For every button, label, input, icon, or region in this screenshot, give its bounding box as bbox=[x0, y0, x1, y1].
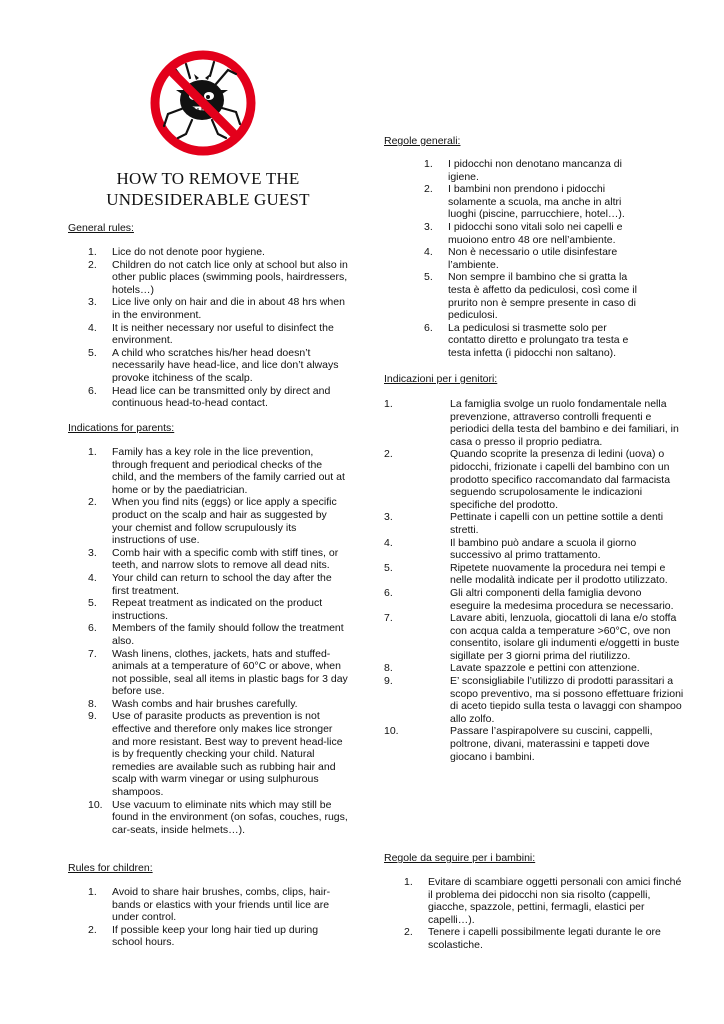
list-item bbox=[68, 296, 348, 321]
list-item bbox=[384, 398, 684, 448]
list-item bbox=[68, 710, 348, 798]
list-item-text: Evitare di scambiare oggetti personali con amici finché il problema dei pidocchi non sia risolto (cappelli, giacche, spazzole, pettini, fermagli, elastici per capelli…). bbox=[428, 876, 682, 926]
list-number: 1. bbox=[404, 876, 413, 888]
list-item-text: Children do not catch lice only at school but also in other public places (swimming pools, hairdressers, hotels…) bbox=[112, 258, 348, 296]
list-number: 2. bbox=[88, 258, 97, 271]
children-list bbox=[68, 886, 348, 949]
parents-list bbox=[68, 446, 348, 836]
list-item bbox=[68, 446, 348, 496]
list-item-text: Avoid to share hair brushes, combs, clips, hair-bands or elastics with your friends until lice are under control. bbox=[112, 886, 331, 924]
list-item-text: Use vacuum to eliminate nits which may still be found in the environment (on sofas, couches, rugs, car-seats, inside helmets…). bbox=[112, 798, 348, 836]
list-item-text: Non è necessario o utile disinfestare l’ambiente. bbox=[448, 246, 618, 271]
list-item-text: Lice do not denote poor hygiene. bbox=[112, 246, 265, 258]
list-item-text: Head lice can be transmitted only by direct and continuous head-to-head contact. bbox=[112, 384, 331, 410]
list-item bbox=[384, 562, 684, 587]
list-item-text: Lice live only on hair and die in about 48 hrs when in the environment. bbox=[112, 296, 345, 321]
list-item bbox=[68, 246, 348, 259]
title-line-2: UNDESIDERABLE GUEST bbox=[106, 190, 310, 209]
list-item-text: I bambini non prendono i pidocchi solamente a scuola, ma anche in altri luoghi (piscine, parrucchiere, hotel…). bbox=[448, 183, 625, 221]
list-item-text: Il bambino può andare a scuola il giorno successivo al primo trattamento. bbox=[450, 536, 637, 562]
list-item bbox=[68, 799, 348, 837]
list-number: 4. bbox=[88, 571, 97, 584]
list-item-text: La pediculosi si trasmette solo per contatto diretto e prolungato tra testa e testa infetta (i pidocchi non saltano). bbox=[448, 321, 629, 359]
page-title bbox=[78, 168, 338, 210]
list-item bbox=[68, 385, 348, 410]
list-item bbox=[384, 448, 684, 511]
list-number: 1. bbox=[88, 446, 97, 458]
list-item-text: Use of parasite products as prevention is not effective and therefore only makes lice stronger and more resistant. Best way to prevent head-lice is by frequently checking your child. Natural remedies are available such as rubbing hair and scalp with warm vinegar or using sulphurous shampoos. bbox=[112, 710, 343, 799]
list-item bbox=[384, 537, 684, 562]
list-item-text: Lavate spazzole e pettini con attenzione. bbox=[450, 662, 640, 675]
list-item-text: Repeat treatment as indicated on the product instructions. bbox=[112, 597, 323, 622]
list-item bbox=[384, 675, 684, 725]
list-item bbox=[384, 246, 644, 271]
list-number: 1. bbox=[424, 158, 433, 170]
list-item-text: Wash linens, clothes, jackets, hats and stuffed-animals at a temperature of 60°C or above, when not possible, seal all items in plastic bags for 3 day before use. bbox=[112, 647, 348, 698]
genitori-list bbox=[384, 398, 684, 763]
list-number: 2. bbox=[384, 448, 393, 461]
list-number: 6. bbox=[88, 622, 97, 635]
list-number: 8. bbox=[88, 697, 97, 710]
list-item bbox=[68, 924, 348, 949]
list-number: 7. bbox=[384, 612, 393, 625]
list-item bbox=[384, 322, 644, 360]
list-number: 2. bbox=[404, 926, 413, 939]
regole-generali-list bbox=[384, 158, 644, 360]
children-heading: Rules for children: bbox=[68, 862, 153, 874]
list-item bbox=[384, 725, 684, 763]
list-item bbox=[68, 347, 348, 385]
list-item-text: I pidocchi non denotano mancanza di igiene. bbox=[448, 158, 622, 183]
list-number: 3. bbox=[88, 546, 97, 559]
bambini-list bbox=[384, 876, 684, 952]
list-number: 5. bbox=[88, 346, 97, 359]
list-item bbox=[68, 547, 348, 572]
list-item bbox=[384, 158, 644, 183]
list-number: 6. bbox=[384, 586, 393, 599]
list-item bbox=[68, 572, 348, 597]
list-item-text: I pidocchi sono vitali solo nei capelli e muoiono entro 48 ore nell’ambiente. bbox=[448, 220, 623, 246]
list-item-text: Pettinate i capelli con un pettine sottile a denti stretti. bbox=[450, 511, 664, 536]
list-item bbox=[384, 662, 684, 675]
list-item bbox=[384, 271, 644, 321]
list-item-text: It is neither necessary nor useful to disinfect the environment. bbox=[112, 321, 334, 347]
list-item-text: Comb hair with a specific comb with stiff tines, or teeth, and narrow slots to remove all dead nits. bbox=[112, 546, 339, 572]
list-number: 1. bbox=[88, 886, 97, 898]
list-number: 3. bbox=[424, 220, 433, 233]
list-item bbox=[384, 511, 684, 536]
list-number: 6. bbox=[424, 321, 433, 334]
list-item-text: Wash combs and hair brushes carefully. bbox=[112, 697, 298, 710]
parents-heading: Indications for parents: bbox=[68, 422, 175, 434]
list-number: 5. bbox=[424, 271, 433, 284]
list-number: 7. bbox=[88, 647, 97, 660]
list-item-text: Family has a key role in the lice prevention, through frequent and periodical checks of the child, and the members of the family carried out at home or by the paediatrician. bbox=[112, 446, 345, 496]
list-number: 4. bbox=[424, 246, 433, 259]
list-number: 10. bbox=[384, 725, 399, 738]
list-item-text: Non sempre il bambino che si gratta la testa è affetto da pediculosi, così come il prurito non è sempre presente in caso di pediculosi. bbox=[448, 271, 637, 322]
list-item bbox=[68, 322, 348, 347]
list-number: 9. bbox=[88, 710, 97, 723]
list-item-text: When you find nits (eggs) or lice apply a specific product on the scalp and hair as suggested by your chemist and follow scrupulously its instructions of use. bbox=[112, 496, 337, 547]
list-item-text: La famiglia svolge un ruolo fondamentale nella prevenzione, attraverso controlli frequenti e periodici della testa del bambino e dei familiari, in casa o presso il proprio pediatra. bbox=[450, 398, 679, 448]
list-item-text: Ripetete nuovamente la procedura nei tempi e nelle modalità indicate per il prodotto utilizzato. bbox=[450, 561, 668, 587]
list-number: 6. bbox=[88, 384, 97, 397]
list-item bbox=[68, 622, 348, 647]
list-number: 1. bbox=[88, 246, 97, 258]
list-number: 3. bbox=[88, 296, 97, 309]
title-line-1: HOW TO REMOVE THE bbox=[116, 169, 300, 188]
list-item-text: Passare l’aspirapolvere su cuscini, cappelli, poltrone, divani, materassini e tappeti dove giocano i bambini. bbox=[450, 725, 653, 763]
list-item-text: Lavare abiti, lenzuola, giocattoli di lana e/o stoffa con acqua calda a temperature >60°C, ove non consentito, isolare gli indumenti e/oggetti in buste sigillate per 3 giorni prima del riutilizzo. bbox=[450, 612, 680, 662]
list-item bbox=[68, 597, 348, 622]
list-item-text: A child who scratches his/her head doesn’t necessarily have head-lice, and lice don’t always provoke itchiness of the scalp. bbox=[112, 346, 339, 384]
list-item bbox=[68, 886, 348, 924]
list-number: 3. bbox=[384, 511, 393, 524]
list-item-text: Tenere i capelli possibilmente legati durante le ore scolastiche. bbox=[428, 926, 661, 951]
list-number: 5. bbox=[384, 561, 393, 574]
genitori-heading: Indicazioni per i genitori: bbox=[384, 373, 498, 385]
list-number: 8. bbox=[384, 662, 393, 675]
list-item bbox=[68, 698, 348, 711]
regole-generali-heading: Regole generali: bbox=[384, 135, 461, 147]
list-number: 2. bbox=[424, 183, 433, 196]
list-number: 4. bbox=[88, 321, 97, 334]
list-number: 5. bbox=[88, 597, 97, 610]
list-number: 9. bbox=[384, 675, 393, 688]
list-number: 10. bbox=[88, 798, 103, 811]
no-lice-icon bbox=[148, 48, 258, 158]
list-item-text: If possible keep your long hair tied up during school hours. bbox=[112, 923, 319, 949]
list-number: 4. bbox=[384, 536, 393, 549]
list-item-text: Quando scoprite la presenza di ledini (uova) o pidocchi, frizionate i capelli del bambino con un prodotto specifico raccomandato dal farmacista seguendo scrupolosamente le indicazioni specifiche del prodotto. bbox=[450, 448, 671, 511]
list-item-text: Your child can return to school the day after the first treatment. bbox=[112, 571, 332, 597]
list-item-text: Gli altri componenti della famiglia devono eseguire la medesima procedura se necessario. bbox=[450, 586, 674, 612]
list-item bbox=[384, 183, 644, 221]
list-number: 2. bbox=[88, 496, 97, 509]
bambini-heading: Regole da seguire per i bambini: bbox=[384, 852, 536, 864]
list-item-text: Members of the family should follow the treatment also. bbox=[112, 622, 344, 647]
general-rules-heading: General rules: bbox=[68, 222, 134, 234]
list-item bbox=[68, 259, 348, 297]
list-item bbox=[384, 926, 684, 951]
list-item bbox=[384, 612, 684, 662]
list-item bbox=[68, 496, 348, 546]
list-item bbox=[384, 221, 644, 246]
list-item bbox=[384, 876, 684, 926]
list-number: 1. bbox=[384, 398, 393, 410]
general-rules-list bbox=[68, 246, 348, 410]
list-number: 2. bbox=[88, 923, 97, 936]
list-item bbox=[68, 648, 348, 698]
list-item-text: E’ sconsigliabile l’utilizzo di prodotti parassitari a scopo preventivo, ma si possono effettuare frizioni di aceto tiepido sulla testa o lavaggi con shampoo allo zolfo. bbox=[450, 675, 684, 725]
list-item bbox=[384, 587, 684, 612]
